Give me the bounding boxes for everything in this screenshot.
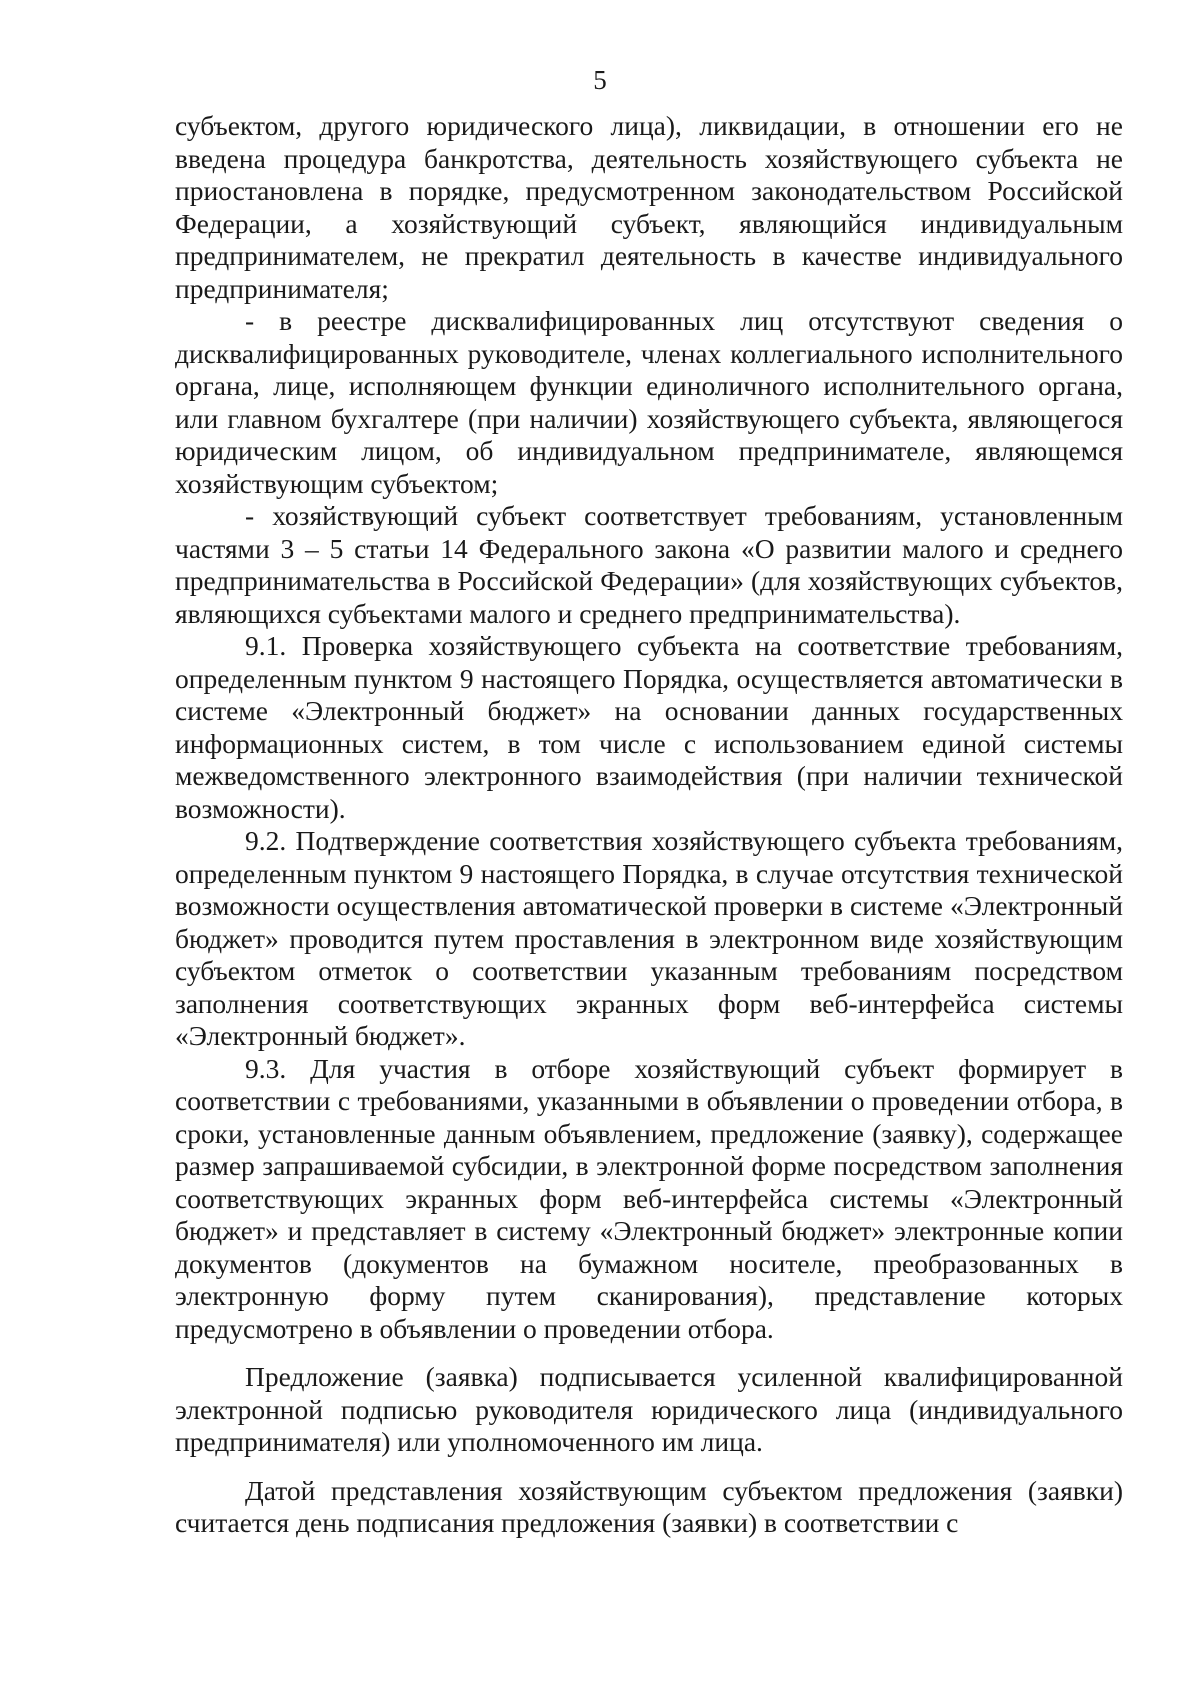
paragraph-9-2: 9.2. Подтверждение соответствия хозяйствующего субъекта требованиям, определенным пунктом 9 настоящего Порядка, в случае отсутствия технической возможности осуществления автоматической проверки в системе «Электронный бюджет» проводится путем проставления в электронном виде хозяйствующим субъектом отметок о соответствии указанным требованиям посредством заполнения соответствующих экранных форм веб-интерфейса системы «Электронный бюджет». xyxy=(175,825,1123,1051)
paragraph-9-3: 9.3. Для участия в отборе хозяйствующий субъект формирует в соответствии с требованиями, указанными в объявлении о проведении отбора, в сроки, установленные данным объявлением, предложение (заявку), содержащее размер запрашиваемой субсидии, в электронной форме посредством заполнения соответствующих экранных форм веб-интерфейса системы «Электронный бюджет» и представляет в систему «Электронный бюджет» электронные копии документов (документов на бумажном носителе, преобразованных в электронную форму путем сканирования), представление которых предусмотрено в объявлении о проведении отбора. xyxy=(175,1052,1123,1344)
paragraph-9-1: 9.1. Проверка хозяйствующего субъекта на соответствие требованиям, определенным пунктом 9 настоящего Порядка, осуществляется автоматически в системе «Электронный бюджет» на основании данных государственных информационных систем, в том числе с использованием единой системы межведомственного электронного взаимодействия (при наличии технической возможности). xyxy=(175,630,1123,824)
paragraph-sme-requirements: - хозяйствующий субъект соответствует требованиям, установленным частями 3 – 5 статьи 14 Федерального закона «О развитии малого и среднего предпринимательства в Российской Федерации» (для хозяйствующих субъектов, являющихся субъектами малого и среднего предпринимательства). xyxy=(175,500,1123,629)
paragraph-continuation: субъектом, другого юридического лица), ликвидации, в отношении его не введена процедура банкротства, деятельность хозяйствующего субъекта не приостановлена в порядке, предусмотренном законодательством Российской Федерации, а хозяйствующий субъект, являющийся индивидуальным предпринимателем, не прекратил деятельность в качестве индивидуального предпринимателя; xyxy=(175,110,1123,304)
paragraph-signature: Предложение (заявка) подписывается усиленной квалифицированной электронной подписью руководителя юридического лица (индивидуального предпринимателя) или уполномоченного им лица. xyxy=(175,1361,1123,1457)
page-number: 5 xyxy=(593,65,607,95)
document-body xyxy=(175,110,1123,1540)
paragraph-submission-date: Датой представления хозяйствующим субъектом предложения (заявки) считается день подписания предложения (заявки) в соответствии с xyxy=(175,1474,1123,1538)
paragraph-disqualified-persons: - в реестре дисквалифицированных лиц отсутствуют сведения о дисквалифицированных руководителе, членах коллегиального исполнительного органа, лице, исполняющем функции единоличного исполнительного органа, или главном бухгалтере (при наличии) хозяйствующего субъекта, являющегося юридическим лицом, об индивидуальном предпринимателе, являющемся хозяйствующим субъектом; xyxy=(175,305,1123,499)
